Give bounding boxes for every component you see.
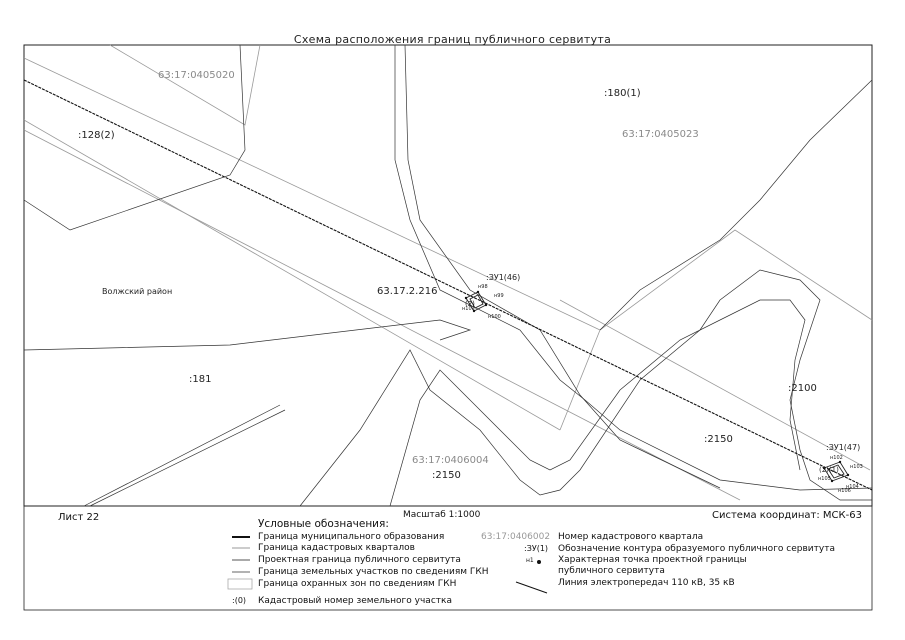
label-parcel-2150-b: :2150 [432,470,461,481]
label-quarter-0405020: 63:17:0405020 [158,70,235,81]
map-frame [24,45,872,506]
label-parcel-181: :181 [189,374,212,385]
label-quarter-0405023: 63:17:0405023 [622,129,699,140]
coordinate-system: Система координат: МСК-63 [712,510,862,521]
legend-line-power [516,582,547,593]
legend-item-municipal: Граница муниципального образования [258,532,445,542]
legend-point-sample-label: н1 [526,557,534,564]
legend-point-desc-1: Характерная точка проектной границы [558,555,747,565]
label-point-n99: н99 [494,293,504,299]
label-quarter-0406004: 63:17:0406004 [412,455,489,466]
label-point-n101: н101 [462,306,475,312]
label-box-47: (2)(1) [819,466,839,474]
label-point-n100: н100 [488,314,501,320]
legend-item-parcels: Граница земельных участков по сведениям ГКН [258,567,489,577]
legend-item-parcel-number: Кадастровый номер земельного участка [258,596,452,606]
legend-item-servitude: Проектная граница публичного сервитута [258,555,461,565]
label-point-n106: н106 [838,488,851,494]
legend-point-desc-2: публичного сервитута [558,566,665,576]
legend-title: Условные обозначения: [258,518,389,530]
legend-quarter-sample: 63:17:0406002 [481,532,551,542]
label-zone-47: :ЗУ1(47) [826,443,861,452]
label-point-n103: н103 [850,464,863,470]
legend-contour-sample: :ЗУ(1) [524,544,549,553]
label-parcel-180: :180(1) [604,88,641,99]
legend-point-sample [537,560,541,564]
power-line [24,80,872,490]
label-box-46: (2) [465,300,475,308]
sheet-number: Лист 22 [58,512,100,523]
label-parcel-2100: :2100 [788,383,817,394]
sheet-frame [24,45,872,610]
legend-power-line-desc: Линия электропередач 110 кВ, 35 кВ [558,578,735,588]
legend-item-quarter: Граница кадастровых кварталов [258,543,415,553]
legend-contour-desc: Обозначение контура образуемого публичного сервитута [558,544,835,554]
label-district: Волжский район [102,287,173,296]
parcel-boundaries [24,45,872,506]
label-point-n104: н104 [846,484,859,490]
label-parcel-2150-a: :2150 [704,434,733,445]
label-point-n105: н105 [818,476,831,482]
scale-label: Масштаб 1:1000 [403,510,481,520]
label-servitude-zone: 63.17.2.216 [377,286,438,297]
label-point-n98: н98 [478,284,488,290]
legend-quarter-desc: Номер кадастрового квартала [558,532,704,542]
legend-box-protection [228,579,252,589]
label-parcel-128: :128(2) [78,130,115,141]
label-zone-46: :ЗУ1(46) [486,273,521,282]
legend-parcel-symbol: :(0) [232,596,247,605]
label-point-n102: н102 [830,455,843,461]
map-title: Схема расположения границ публичного сервитута [293,33,612,46]
quarter-boundaries [24,45,872,500]
legend-item-protection: Граница охранных зон по сведениям ГКН [258,579,457,589]
